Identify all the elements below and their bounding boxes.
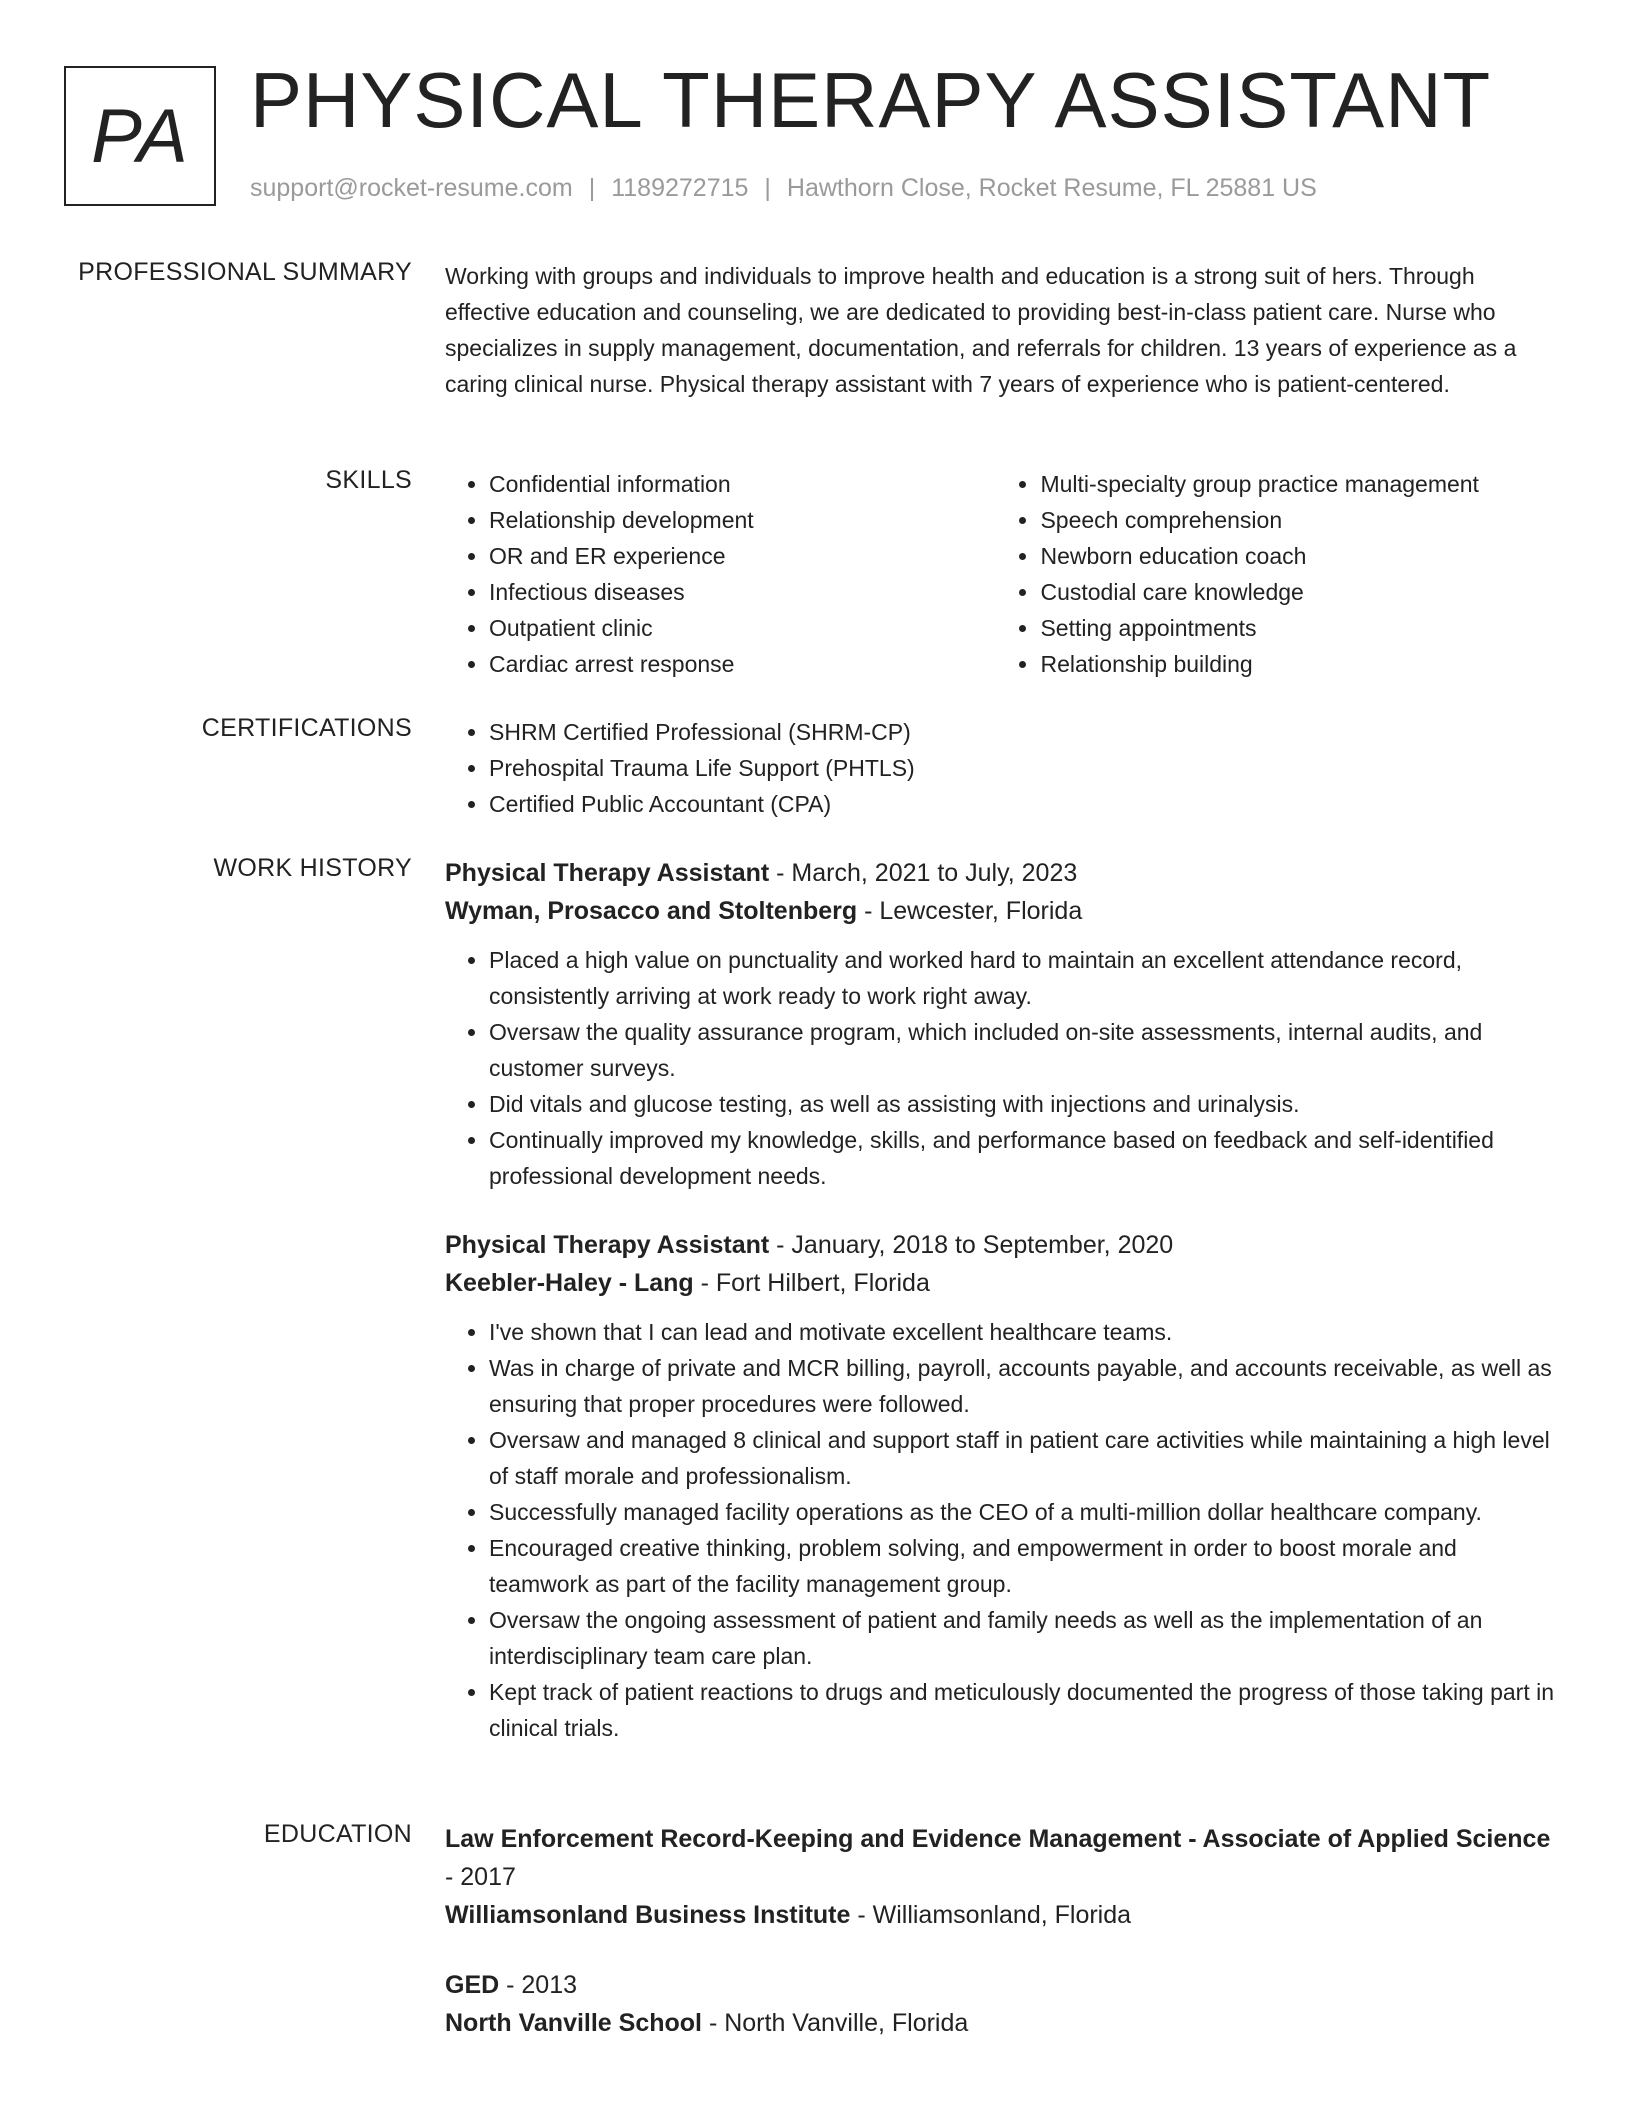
job-title: Physical Therapy Assistant [445,859,770,887]
job-location: - Fort Hilbert, Florida [693,1269,930,1297]
job-bullets [445,1314,1560,1746]
job-bullet: • Encouraged creative thinking, problem solving, and empowerment in order to boost morale and teamwork as part of the facility management group. [489,1530,1560,1602]
job-title: Physical Therapy Assistant [445,1231,770,1259]
job-bullets [445,942,1560,1194]
skill-item: • Relationship building [1040,646,1560,682]
job-company-line [445,1264,1560,1302]
education-entry [445,1820,1560,1934]
job-bullet: • Kept track of patient reactions to drugs and meticulously documented the progress of those taking part in clinical trials. [489,1674,1560,1746]
skill-item: • Setting appointments [1040,610,1560,646]
education-degree: GED [445,1971,500,1999]
skill-item: • Outpatient clinic [489,610,996,646]
skill-item: • Multi-specialty group practice management [1040,466,1560,502]
skills-list-left [445,466,996,682]
skill-item: • Infectious diseases [489,574,996,610]
job-company: Keebler-Haley - Lang [445,1269,694,1297]
job-entry [445,1226,1560,1746]
job-bullet: • Oversaw the ongoing assessment of patient and family needs as well as the implementation of an interdisciplinary team care plan. [489,1602,1560,1674]
work-body [445,854,1560,1746]
education-degree-line [445,1820,1560,1896]
job-bullet: • I've shown that I can lead and motivate excellent healthcare teams. [489,1314,1560,1350]
job-bullet: • Oversaw and managed 8 clinical and support staff in patient care activities while maintaining a high level of staff morale and professionalism. [489,1422,1560,1494]
section-heading: WORK HISTORY [213,854,412,882]
skill-item: • Newborn education coach [1040,538,1560,574]
job-dates: - January, 2018 to September, 2020 [769,1231,1174,1259]
monogram-initials: PA [91,93,189,179]
skill-item: • Relationship development [489,502,996,538]
job-dates: - March, 2021 to July, 2023 [769,859,1078,887]
job-entry [445,854,1560,1194]
resume-title: PHYSICAL THERAPY ASSISTANT [250,56,1492,144]
education-entry [445,1966,1560,2042]
job-title-line [445,854,1560,892]
job-bullet: • Placed a high value on punctuality and worked hard to maintain an excellent attendance record, consistently arriving at work ready to work right away. [489,942,1560,1014]
job-bullet: • Continually improved my knowledge, skills, and performance based on feedback and self-identified professional development needs. [489,1122,1560,1194]
education-school-line [445,2004,1560,2042]
job-bullet: • Oversaw the quality assurance program, which included on-site assessments, internal audits, and customer surveys. [489,1014,1560,1086]
section-heading: PROFESSIONAL SUMMARY [78,258,412,286]
education-degree-line [445,1966,1560,2004]
contact-separator: | [588,174,596,202]
job-bullet: • Did vitals and glucose testing, as well as assisting with injections and urinalysis. [489,1086,1560,1122]
education-school-line [445,1896,1560,1934]
monogram-box [64,66,216,206]
skill-item: • Cardiac arrest response [489,646,996,682]
skill-item: • Confidential information [489,466,996,502]
certification-item: • Certified Public Accountant (CPA) [489,786,1560,822]
skill-item: • Speech comprehension [1040,502,1560,538]
job-bullet: • Was in charge of private and MCR billing, payroll, accounts payable, and accounts receivable, as well as ensuring that proper procedures were followed. [489,1350,1560,1422]
education-year: - 2013 [499,1971,578,1999]
job-company: Wyman, Prosacco and Stoltenberg [445,897,858,925]
education-school: North Vanville School [445,2009,702,2037]
certification-item: • Prehospital Trauma Life Support (PHTLS) [489,750,1560,786]
job-company-line [445,892,1560,930]
skill-item: • Custodial care knowledge [1040,574,1560,610]
education-degree: Law Enforcement Record-Keeping and Evidence Management - Associate of Applied Science [445,1825,1551,1853]
section-heading: SKILLS [325,466,412,494]
skills-columns [445,466,1560,682]
education-location: - Williamsonland, Florida [850,1901,1132,1929]
section-heading: CERTIFICATIONS [201,714,412,742]
education-school: Williamsonland Business Institute [445,1901,851,1929]
section-heading: EDUCATION [263,1820,412,1848]
education-year: - 2017 [445,1863,516,1891]
skills-list-right [996,466,1560,682]
contact-address: Hawthorn Close, Rocket Resume, FL 25881 US [786,174,1317,202]
contact-separator: | [764,174,771,202]
job-title-line [445,1226,1560,1264]
certification-item: • SHRM Certified Professional (SHRM-CP) [489,714,1560,750]
job-bullet: • Successfully managed facility operations as the CEO of a multi-million dollar healthcare company. [489,1494,1560,1530]
skill-item: • OR and ER experience [489,538,996,574]
contact-line [250,174,1317,203]
certifications-list [445,714,1560,822]
contact-email[interactable]: support@rocket-resume.com [250,174,573,202]
education-body [445,1820,1560,2042]
job-location: - Lewcester, Florida [857,897,1083,925]
education-location: - North Vanville, Florida [702,2009,969,2037]
certifications-body [445,714,1560,822]
summary-text: Working with groups and individuals to improve health and education is a strong suit of hers. Through effective education and counseling, we are dedicated to providing best-in-class patient care. Nurse who specializes in supply management, documentation, and referrals for children. 13 years of experience as a caring clinical nurse. Physical therapy assistant with 7 years of experience who is patient-centered. [445,263,1517,397]
contact-phone[interactable]: 1189272715 [611,174,749,202]
